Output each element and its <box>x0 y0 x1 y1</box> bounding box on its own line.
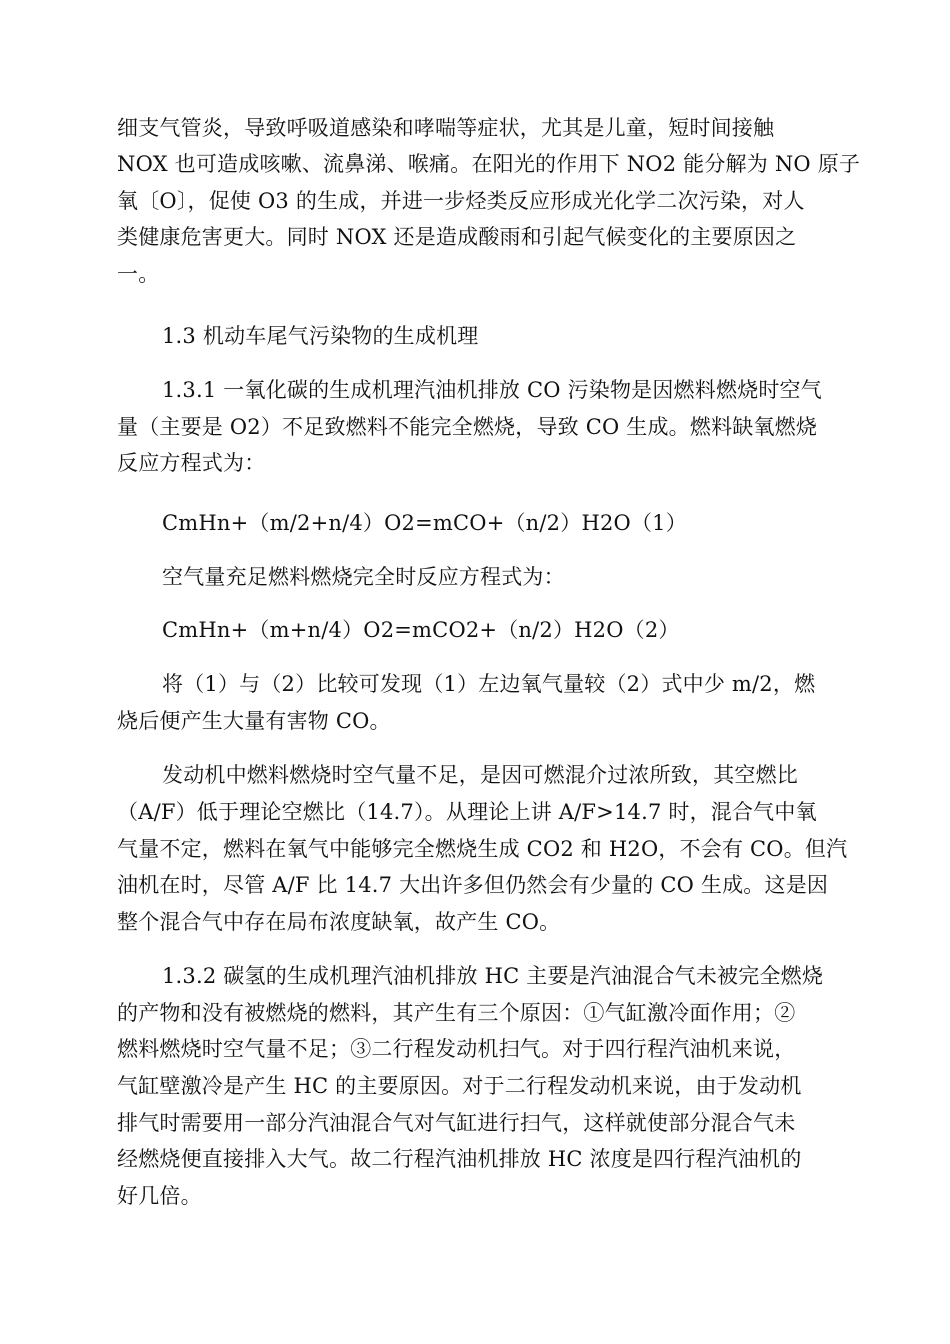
heading-line: 1.3 机动车尾气污染物的生成机理 <box>162 324 479 348</box>
text-line: 气量不定，燃料在氧气中能够完全燃烧生成 CO2 和 H2O，不会有 CO。但汽 <box>117 837 848 861</box>
text-line: 排气时需要用一部分汽油混合气对气缸进行扫气，这样就使部分混合气未 <box>117 1111 796 1135</box>
text-line: 类健康危害更大。同时 NOX 还是造成酸雨和引起气候变化的主要原因之 <box>117 225 797 249</box>
text-line: 气缸壁激冷是产生 HC 的主要原因。对于二行程发动机来说，由于发动机 <box>117 1074 802 1098</box>
text-line: 油机在时，尽管 A/F 比 14.7 大出许多但仍然会有少量的 CO 生成。这是因 <box>117 873 829 897</box>
text-line: 细支气管炎，导致呼吸道感染和哮喘等症状，尤其是儿童，短时间接触 <box>117 116 775 140</box>
text-line: 反应方程式为： <box>117 451 266 475</box>
text-line: （A/F）低于理论空燃比（14.7）。从理论上讲 A/F>14.7 时，混合气中氧 <box>117 800 817 824</box>
equation-line: CmHn+（m+n/4）O2=mCO2+（n/2）H2O（2） <box>162 618 680 642</box>
text-line: 烧后便产生大量有害物 CO。 <box>117 709 391 733</box>
text-line: 1.3.1 一氧化碳的生成机理汽油机排放 CO 污染物是因燃料燃烧时空气 <box>162 378 822 402</box>
text-line: 整个混合气中存在局布浓度缺氧，故产生 CO。 <box>117 910 561 934</box>
text-line: 1.3.2 碳氢的生成机理汽油机排放 HC 主要是汽油混合气未被完全燃烧 <box>162 964 824 988</box>
text-line: 量（主要是 O2）不足致燃料不能完全燃烧，导致 CO 生成。燃料缺氧燃烧 <box>117 415 818 439</box>
equation-line: CmHn+（m/2+n/4）O2=mCO+（n/2）H2O（1） <box>162 511 687 535</box>
text-line: 好几倍。 <box>117 1184 202 1208</box>
text-line: 将（1）与（2）比较可发现（1）左边氧气量较（2）式中少 m/2，燃 <box>162 672 816 696</box>
text-line: 的产物和没有被燃烧的燃料，其产生有三个原因：①气缸激冷面作用；② <box>117 1001 796 1025</box>
text-line: 燃料燃烧时空气量不足；③二行程发动机扫气。对于四行程汽油机来说， <box>117 1037 796 1061</box>
text-line: 经燃烧便直接排入大气。故二行程汽油机排放 HC 浓度是四行程汽油机的 <box>117 1147 802 1171</box>
text-line: NOX 也可造成咳嗽、流鼻涕、喉痛。在阳光的作用下 NO2 能分解为 NO 原子 <box>117 152 861 176</box>
text-line: 一。 <box>117 262 160 286</box>
text-line: 空气量充足燃料燃烧完全时反应方程式为： <box>162 565 565 589</box>
text-line: 氧〔O〕，促使 O3 的生成，并进一步烃类反应形成光化学二次污染，对人 <box>117 189 805 213</box>
text-line: 发动机中燃料燃烧时空气量不足，是因可燃混介过浓所致，其空燃比 <box>162 763 798 787</box>
